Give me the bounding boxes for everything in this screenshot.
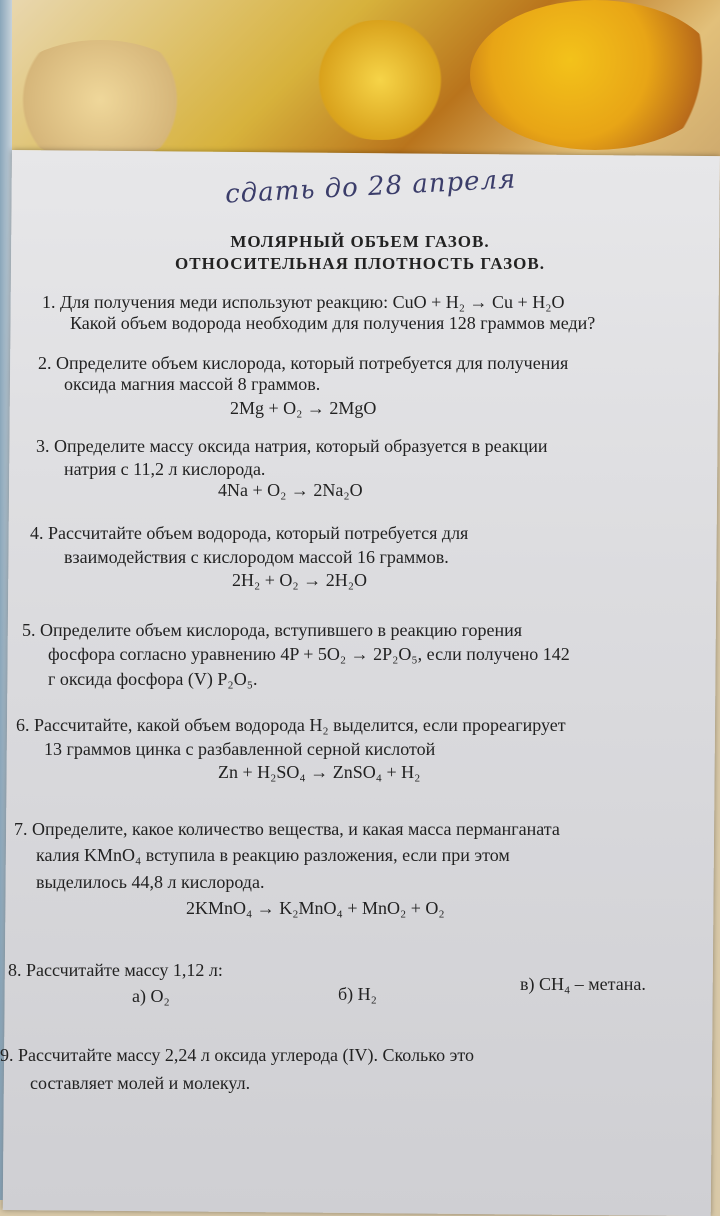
question-1-line-2: Какой объем водорода необходим для получения 128 граммов меди? — [70, 313, 596, 333]
question-7-line-1: 7. Определите, какое количество вещества, и какая масса перманганата — [14, 819, 560, 839]
question-8-option-b: б) H₂ — [338, 984, 377, 1004]
question-6-line-2: 13 граммов цинка с разбавленной серной кислотой — [44, 739, 436, 759]
question-1-line-1: 1. Для получения меди используют реакцию: CuO + H₂ → Cu + H₂O — [42, 292, 565, 312]
question-4-line-2: взаимодействия с кислородом массой 16 граммов. — [64, 547, 449, 567]
question-7-line-2: калия KMnO₄ вступила в реакцию разложения, если при этом — [36, 845, 510, 865]
question-3-equation: 4Na + O₂ → 2Na₂O — [218, 480, 363, 500]
handwritten-deadline: сдать до 28 апреля — [224, 164, 517, 210]
question-2-line-2: оксида магния массой 8 граммов. — [64, 374, 321, 394]
question-2-equation: 2Mg + O₂ → 2MgO — [230, 398, 377, 418]
question-7-line-3: выделилось 44,8 л кислорода. — [36, 872, 265, 892]
question-6-line-1: 6. Рассчитайте, какой объем водорода H₂ выделится, если прореагирует — [16, 715, 566, 735]
title-line-2: ОТНОСИТЕЛЬНАЯ ПЛОТНОСТЬ ГАЗОВ. — [175, 254, 545, 273]
title-line-1: МОЛЯРНЫЙ ОБЪЕМ ГАЗОВ. — [230, 232, 490, 251]
question-3-line-1: 3. Определите массу оксида натрия, который образуется в реакции — [36, 436, 548, 456]
question-9-line-1: 9. Рассчитайте массу 2,24 л оксида углерода (IV). Сколько это — [0, 1045, 474, 1065]
question-8-option-c: в) CH₄ – метана. — [520, 974, 646, 994]
question-3-line-2: натрия с 11,2 л кислорода. — [64, 459, 266, 479]
question-5-line-3: г оксида фосфора (V) P₂O₅. — [48, 669, 258, 689]
question-7-equation: 2KMnO₄ → K₂MnO₄ + MnO₂ + O₂ — [186, 898, 445, 918]
question-6-equation: Zn + H₂SO₄ → ZnSO₄ + H₂ — [218, 762, 421, 782]
question-9-line-2: составляет молей и молекул. — [30, 1073, 251, 1093]
question-4-line-1: 4. Рассчитайте объем водорода, который потребуется для — [30, 523, 469, 543]
question-5-line-2: фосфора согласно уравнению 4P + 5O₂ → 2P₂O₅, если получено 142 — [48, 644, 570, 664]
question-8-option-a: а) O₂ — [132, 986, 170, 1006]
question-5-line-1: 5. Определите объем кислорода, вступившего в реакцию горения — [22, 620, 523, 640]
question-4-equation: 2H₂ + O₂ → 2H₂O — [232, 570, 367, 590]
question-2-line-1: 2. Определите объем кислорода, который потребуется для получения — [38, 353, 569, 373]
question-8-line-1: 8. Рассчитайте массу 1,12 л: — [8, 960, 223, 980]
